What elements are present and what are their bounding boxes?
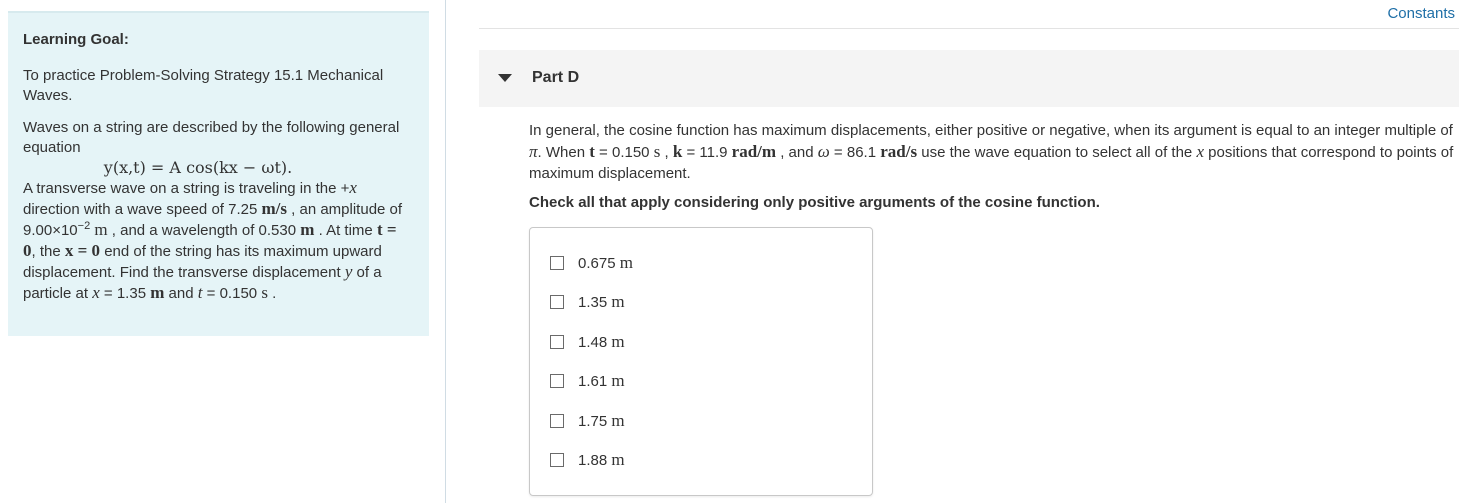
left-pane [0, 0, 446, 503]
learning-goal-box [8, 11, 429, 336]
checkbox[interactable] [550, 414, 564, 428]
checkbox[interactable] [550, 374, 564, 388]
caret-down-icon[interactable] [498, 74, 512, 82]
option-label: 1.88 m [578, 450, 625, 469]
option-label: 1.48 m [578, 332, 625, 351]
option-135[interactable] [550, 291, 625, 313]
option-label: 0.675 m [578, 253, 633, 272]
option-label: 1.61 m [578, 371, 625, 390]
instruction-text: Check all that apply considering only positive arguments of the cosine function. [529, 194, 1100, 211]
top-divider [479, 28, 1459, 29]
part-title: Part D [532, 69, 580, 86]
constants-link[interactable]: Constants [1387, 5, 1455, 22]
learning-goal-title: Learning Goal: [23, 31, 129, 48]
option-148[interactable] [550, 331, 625, 353]
option-175[interactable] [550, 410, 625, 432]
learning-goal-description [23, 118, 413, 158]
checkbox[interactable] [550, 453, 564, 467]
option-188[interactable] [550, 449, 625, 471]
problem-statement: A transverse wave on a string is traveling in the +x direction with a wave speed of 7.25 m/s , an amplitude of $9.00\times 10^{-2}$ m , and a wavelength of 0.530 m . At time t = 0, the x = 0 end of the string has its maximum upward displacement. Find the transverse displacement y of a particle at x = 1.35 m and t = 0.150 s . [23, 178, 403, 302]
description-text: Waves on a string are described by the following general equation [23, 119, 400, 156]
question-text: In general, the cosine function has maximum displacements, either positive or negative, when its argument is equal to an integer multiple of π. When t = 0.150 s , k = 11.9 rad/m , and ω = 86.1 rad/s use the wave equation to select all of the x positions that correspond to points of maximum displacement. [529, 122, 1454, 182]
option-161[interactable] [550, 370, 625, 392]
checkbox[interactable] [550, 295, 564, 309]
option-label: 1.75 m [578, 411, 625, 430]
wave-equation: y(x,t) = A cos(kx − ωt). [103, 158, 293, 177]
checkbox[interactable] [550, 335, 564, 349]
learning-goal-intro: To practice Problem-Solving Strategy 15.1 Mechanical Waves. [23, 67, 384, 104]
checkbox[interactable] [550, 256, 564, 270]
option-0675[interactable] [550, 252, 633, 274]
answer-options [529, 227, 873, 496]
option-label: 1.35 m [578, 292, 625, 311]
part-d-header[interactable] [479, 50, 1459, 107]
